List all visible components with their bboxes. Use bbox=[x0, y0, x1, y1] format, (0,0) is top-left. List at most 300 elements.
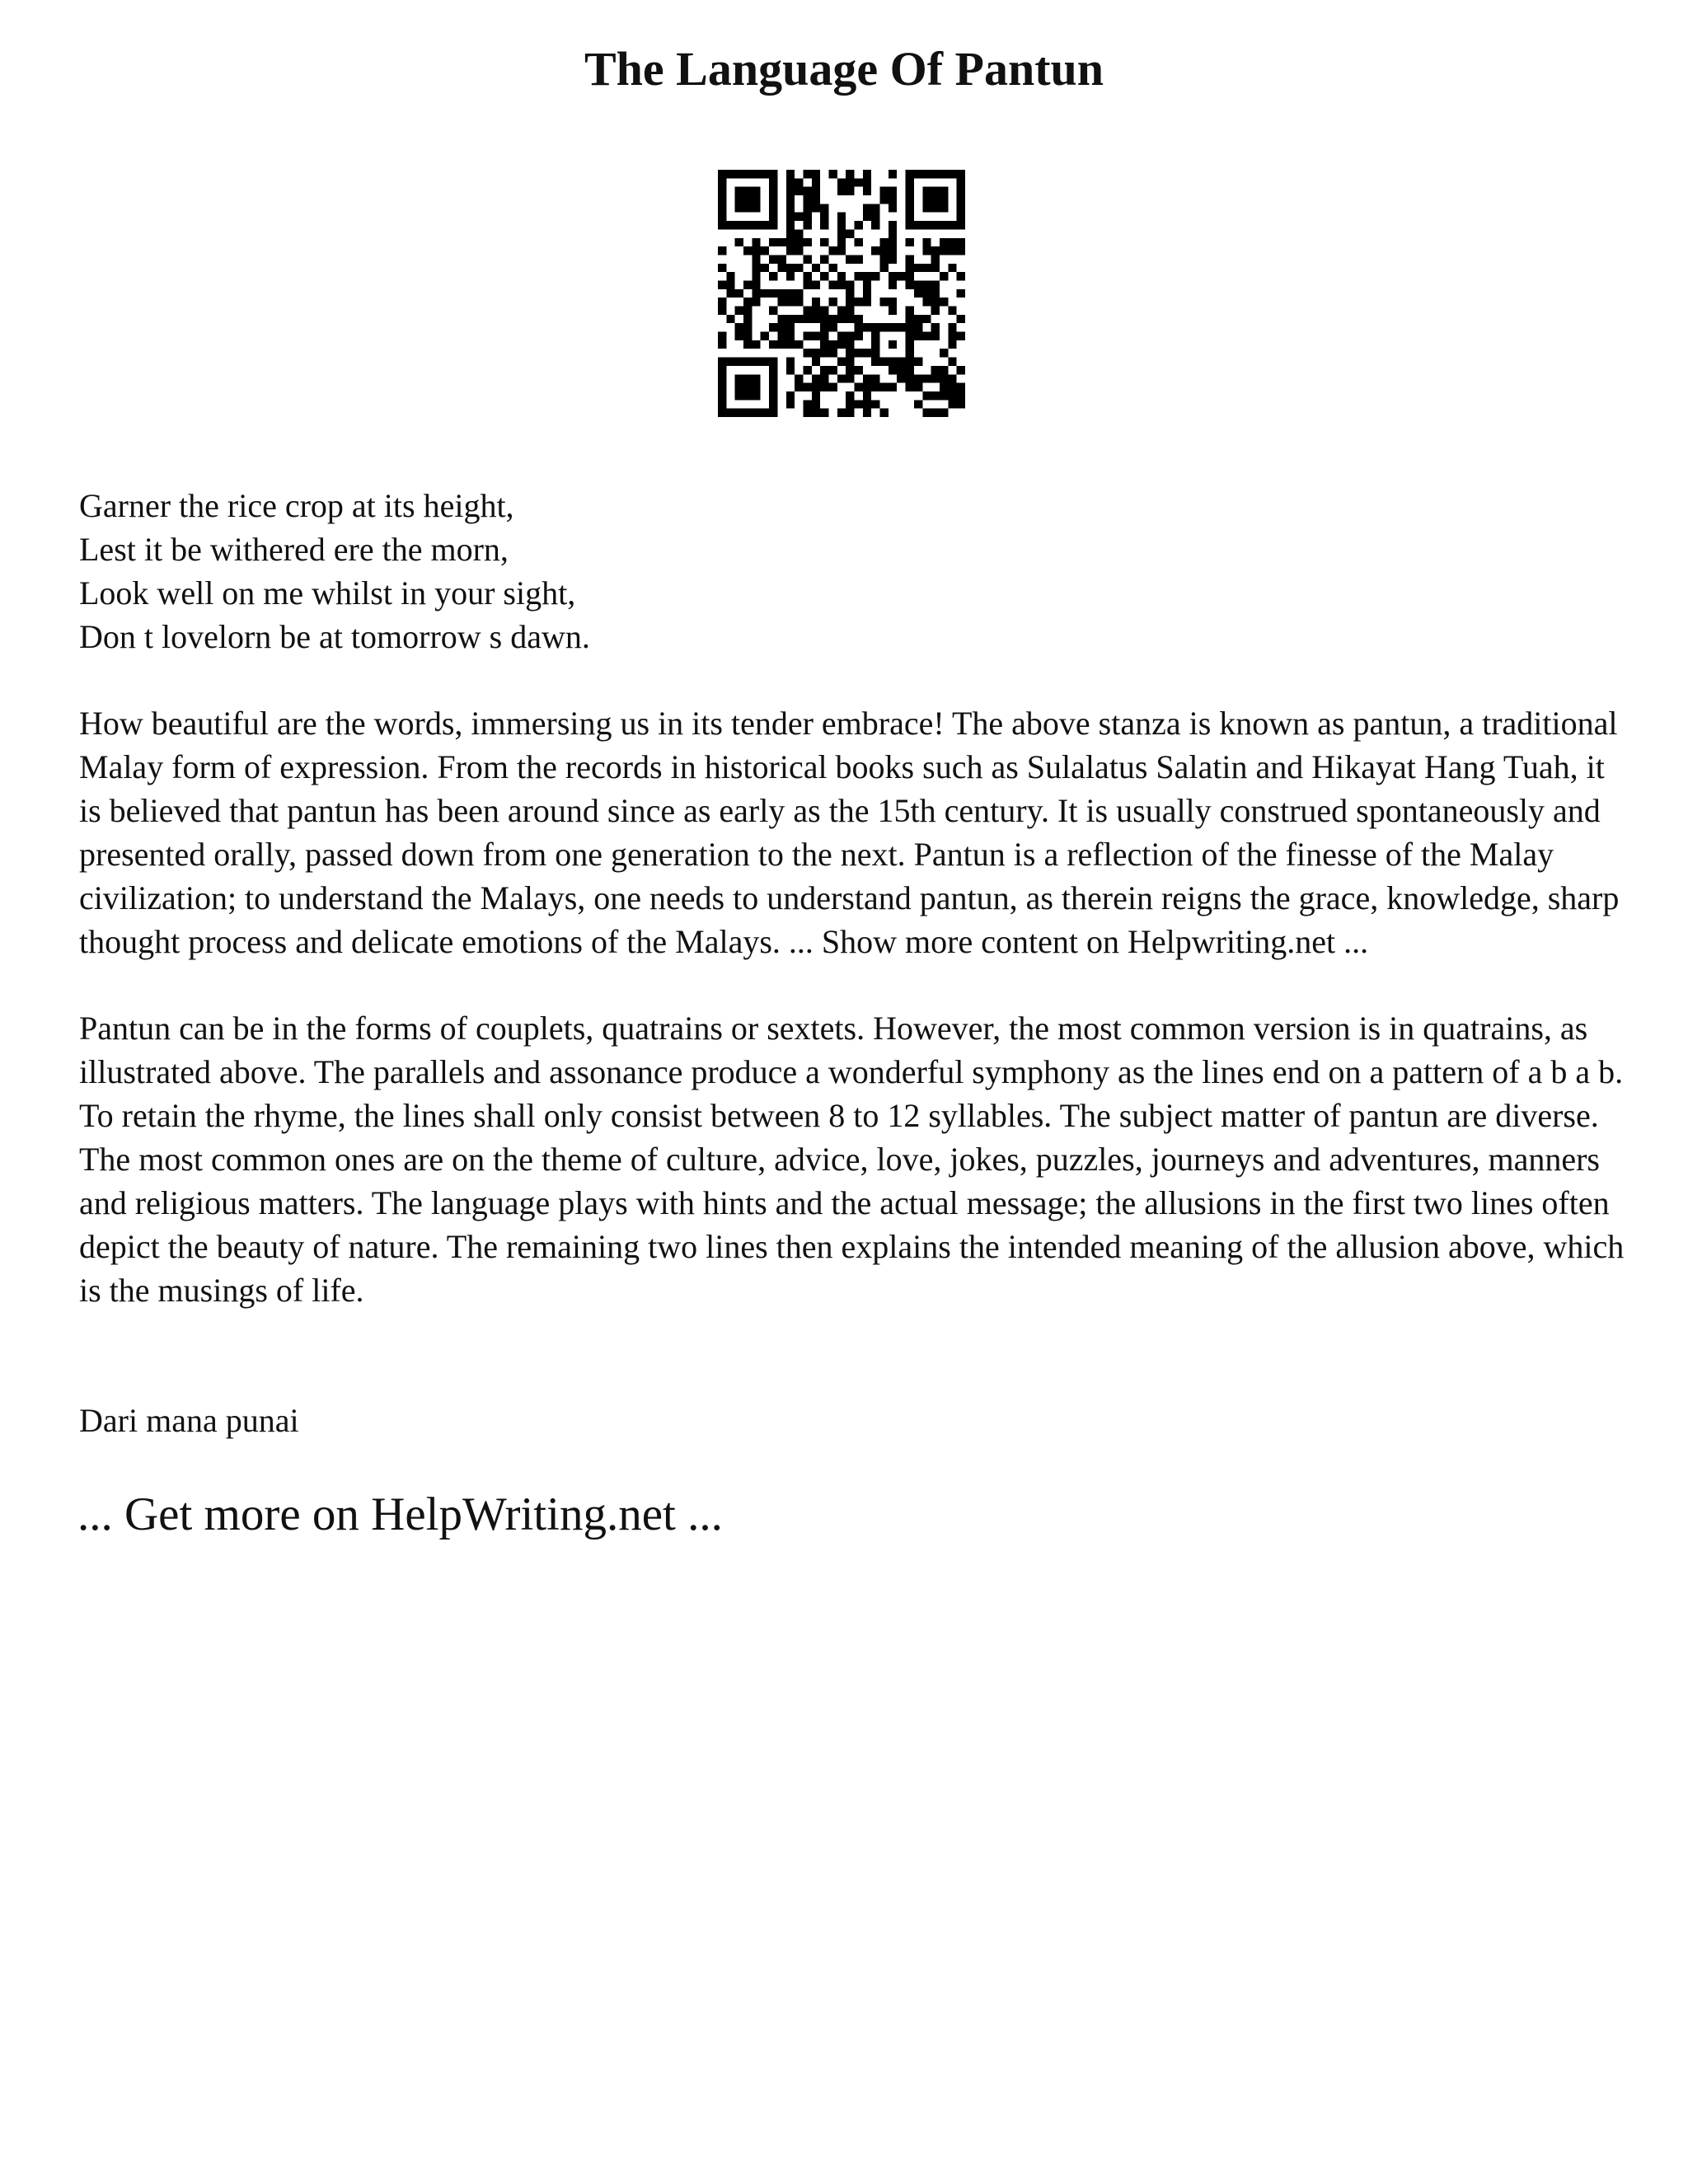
qr-module bbox=[957, 383, 965, 391]
qr-module bbox=[889, 170, 897, 178]
qr-module bbox=[914, 332, 922, 340]
qr-module bbox=[812, 391, 820, 400]
qr-module bbox=[906, 349, 914, 357]
qr-module bbox=[889, 280, 897, 288]
qr-module bbox=[777, 264, 785, 272]
qr-module bbox=[889, 238, 897, 246]
qr-module bbox=[761, 221, 769, 229]
qr-module bbox=[889, 229, 897, 237]
qr-module bbox=[726, 280, 734, 288]
qr-module bbox=[812, 178, 820, 186]
qr-module bbox=[922, 195, 931, 204]
qr-module bbox=[863, 272, 871, 280]
qr-module bbox=[735, 238, 743, 246]
qr-module bbox=[906, 213, 914, 221]
qr-module bbox=[769, 221, 777, 229]
qr-module bbox=[855, 255, 863, 263]
qr-module bbox=[940, 409, 948, 417]
qr-module bbox=[820, 323, 828, 331]
qr-module bbox=[957, 315, 965, 323]
qr-module bbox=[948, 323, 956, 331]
qr-module bbox=[931, 298, 940, 306]
qr-module bbox=[828, 383, 837, 391]
qr-module bbox=[948, 332, 956, 340]
qr-module bbox=[803, 349, 811, 357]
qr-module bbox=[752, 340, 760, 349]
qr-module bbox=[863, 383, 871, 391]
qr-module bbox=[828, 170, 837, 178]
qr-module bbox=[846, 187, 854, 195]
qr-module bbox=[820, 272, 828, 280]
qr-module bbox=[752, 298, 760, 306]
qr-module bbox=[820, 349, 828, 357]
qr-module bbox=[743, 221, 752, 229]
qr-module bbox=[846, 409, 854, 417]
qr-module bbox=[846, 229, 854, 237]
qr-module bbox=[803, 255, 811, 263]
qr-module bbox=[786, 238, 795, 246]
qr-module bbox=[846, 358, 854, 366]
qr-module bbox=[812, 195, 820, 204]
qr-module bbox=[922, 264, 931, 272]
qr-module bbox=[820, 307, 828, 315]
qr-module bbox=[786, 315, 795, 323]
qr-module bbox=[820, 238, 828, 246]
qr-module bbox=[957, 195, 965, 204]
qr-module bbox=[906, 264, 914, 272]
qr-module bbox=[769, 238, 777, 246]
qr-module bbox=[786, 170, 795, 178]
qr-module bbox=[897, 374, 905, 382]
qr-module bbox=[931, 264, 940, 272]
qr-module bbox=[855, 323, 863, 331]
get-more-link[interactable]: ... Get more on HelpWriting.net ... bbox=[77, 1488, 723, 1540]
qr-module bbox=[922, 238, 931, 246]
qr-module bbox=[812, 187, 820, 195]
qr-module bbox=[769, 170, 777, 178]
qr-module bbox=[940, 366, 948, 374]
qr-module bbox=[957, 238, 965, 246]
qr-module bbox=[795, 246, 803, 255]
qr-module bbox=[803, 187, 811, 195]
qr-module bbox=[777, 332, 785, 340]
qr-module bbox=[940, 204, 948, 212]
qr-module bbox=[812, 349, 820, 357]
qr-module bbox=[914, 400, 922, 408]
qr-module bbox=[718, 178, 726, 186]
qr-module bbox=[718, 170, 726, 178]
qr-module bbox=[769, 358, 777, 366]
qr-module bbox=[769, 272, 777, 280]
qr-module bbox=[957, 289, 965, 298]
qr-module bbox=[906, 255, 914, 263]
qr-module bbox=[718, 307, 726, 315]
qr-module bbox=[820, 221, 828, 229]
qr-module bbox=[855, 366, 863, 374]
qr-module bbox=[769, 383, 777, 391]
qr-module bbox=[906, 178, 914, 186]
qr-module bbox=[906, 323, 914, 331]
qr-module bbox=[931, 323, 940, 331]
qr-module bbox=[906, 195, 914, 204]
qr-module bbox=[795, 289, 803, 298]
qr-module bbox=[863, 187, 871, 195]
qr-module bbox=[752, 221, 760, 229]
qr-module bbox=[931, 195, 940, 204]
qr-module bbox=[726, 289, 734, 298]
qr-module bbox=[769, 213, 777, 221]
qr-module bbox=[922, 298, 931, 306]
page-title: The Language Of Pantun bbox=[584, 42, 1104, 96]
qr-module bbox=[786, 400, 795, 408]
qr-module bbox=[880, 246, 889, 255]
qr-module bbox=[863, 400, 871, 408]
qr-module bbox=[803, 366, 811, 374]
qr-module bbox=[931, 187, 940, 195]
qr-module bbox=[820, 374, 828, 382]
qr-module bbox=[846, 366, 854, 374]
qr-module bbox=[914, 280, 922, 288]
qr-module bbox=[803, 170, 811, 178]
qr-module bbox=[871, 204, 879, 212]
qr-module bbox=[812, 358, 820, 366]
qr-module bbox=[957, 204, 965, 212]
qr-module bbox=[820, 332, 828, 340]
qr-module bbox=[769, 340, 777, 349]
qr-module bbox=[957, 246, 965, 255]
qr-module bbox=[812, 383, 820, 391]
qr-module bbox=[752, 195, 760, 204]
qr-module bbox=[940, 238, 948, 246]
qr-module bbox=[940, 349, 948, 357]
qr-module bbox=[718, 409, 726, 417]
qr-module bbox=[897, 323, 905, 331]
qr-module bbox=[940, 246, 948, 255]
qr-module bbox=[828, 264, 837, 272]
qr-module bbox=[743, 246, 752, 255]
qr-module bbox=[812, 298, 820, 306]
qr-module bbox=[871, 349, 879, 357]
qr-module bbox=[931, 332, 940, 340]
qr-module bbox=[828, 340, 837, 349]
qr-module bbox=[812, 409, 820, 417]
qr-module bbox=[957, 170, 965, 178]
qr-module bbox=[897, 366, 905, 374]
qr-module bbox=[752, 246, 760, 255]
qr-module bbox=[846, 349, 854, 357]
qr-module bbox=[931, 289, 940, 298]
qr-module bbox=[889, 255, 897, 263]
qr-module bbox=[837, 246, 846, 255]
qr-module bbox=[871, 374, 879, 382]
qr-module bbox=[726, 272, 734, 280]
qr-module bbox=[931, 255, 940, 263]
qr-module bbox=[871, 221, 879, 229]
qr-module bbox=[795, 238, 803, 246]
qr-module bbox=[931, 280, 940, 288]
qr-module bbox=[718, 366, 726, 374]
qr-module bbox=[906, 307, 914, 315]
qr-module bbox=[948, 264, 956, 272]
qr-module bbox=[828, 366, 837, 374]
qr-module bbox=[906, 221, 914, 229]
qr-module bbox=[735, 391, 743, 400]
qr-module bbox=[761, 246, 769, 255]
qr-module bbox=[871, 358, 879, 366]
qr-module bbox=[812, 170, 820, 178]
qr-module bbox=[906, 204, 914, 212]
qr-module bbox=[743, 195, 752, 204]
qr-module bbox=[803, 272, 811, 280]
qr-module bbox=[897, 272, 905, 280]
qr-module bbox=[752, 187, 760, 195]
qr-module bbox=[735, 358, 743, 366]
qr-module bbox=[906, 366, 914, 374]
qr-module bbox=[718, 246, 726, 255]
qr-module bbox=[795, 374, 803, 382]
qr-module bbox=[743, 307, 752, 315]
qr-module bbox=[957, 187, 965, 195]
qr-module bbox=[889, 195, 897, 204]
qr-module bbox=[880, 323, 889, 331]
qr-module bbox=[880, 195, 889, 204]
qr-module bbox=[863, 409, 871, 417]
qr-module bbox=[795, 229, 803, 237]
qr-module bbox=[726, 409, 734, 417]
qr-module bbox=[820, 409, 828, 417]
qr-module bbox=[863, 349, 871, 357]
poem-line: Garner the rice crop at its height, bbox=[79, 487, 514, 524]
qr-module bbox=[922, 170, 931, 178]
qr-module bbox=[803, 213, 811, 221]
qr-module bbox=[786, 272, 795, 280]
poem-stanza bbox=[79, 484, 1629, 658]
qr-module bbox=[846, 332, 854, 340]
qr-module bbox=[889, 366, 897, 374]
qr-module bbox=[871, 340, 879, 349]
qr-module bbox=[889, 298, 897, 306]
qr-module bbox=[906, 383, 914, 391]
qr-module bbox=[846, 400, 854, 408]
qr-module bbox=[743, 340, 752, 349]
qr-module bbox=[906, 374, 914, 382]
qr-module bbox=[889, 323, 897, 331]
paragraph-forms: Pantun can be in the forms of couplets, quatrains or sextets. However, the most common version is in quatrains, as illustrated above. The parallels and assonance produce a wonderful symphony as the lines end on a pattern of a b a b. To retain the rhyme, the lines shall only consist between 8 to 12 syllables. The subject matter of pantun are diverse. The most common ones are on the theme of culture, advice, love, jokes, puzzles, journeys and adventures, manners and religious matters. The language plays with hints and the actual message; the allusions in the first two lines often depict the beauty of nature. The remaining two lines then explains the intended meaning of the allusion above, which is the musings of life. bbox=[79, 1010, 1625, 1309]
qr-module bbox=[735, 332, 743, 340]
qr-module bbox=[803, 221, 811, 229]
qr-module bbox=[897, 358, 905, 366]
qr-module bbox=[786, 289, 795, 298]
qr-module bbox=[803, 204, 811, 212]
qr-module bbox=[837, 374, 846, 382]
qr-module bbox=[957, 400, 965, 408]
qr-module bbox=[761, 409, 769, 417]
qr-module bbox=[777, 289, 785, 298]
qr-module bbox=[922, 187, 931, 195]
qr-module bbox=[718, 280, 726, 288]
qr-module bbox=[931, 391, 940, 400]
qr-module bbox=[718, 340, 726, 349]
qr-module bbox=[914, 315, 922, 323]
qr-module bbox=[846, 178, 854, 186]
qr-module bbox=[922, 246, 931, 255]
qr-module bbox=[846, 170, 854, 178]
qr-module bbox=[812, 307, 820, 315]
qr-module bbox=[914, 323, 922, 331]
qr-module bbox=[940, 391, 948, 400]
qr-module bbox=[735, 195, 743, 204]
qr-module bbox=[820, 204, 828, 212]
qr-module bbox=[718, 383, 726, 391]
qr-module bbox=[837, 178, 846, 186]
qr-module bbox=[803, 307, 811, 315]
qr-module bbox=[846, 307, 854, 315]
qr-module bbox=[718, 332, 726, 340]
qr-module bbox=[820, 315, 828, 323]
qr-module bbox=[948, 358, 956, 366]
qr-module bbox=[769, 409, 777, 417]
qr-module bbox=[752, 391, 760, 400]
qr-module bbox=[752, 255, 760, 263]
qr-module bbox=[863, 298, 871, 306]
qr-module bbox=[931, 307, 940, 315]
qr-module bbox=[889, 272, 897, 280]
qr-module bbox=[837, 280, 846, 288]
qr-module bbox=[846, 374, 854, 382]
qr-module bbox=[863, 323, 871, 331]
qr-module bbox=[863, 391, 871, 400]
qr-module bbox=[914, 383, 922, 391]
qr-module bbox=[855, 272, 863, 280]
qr-module bbox=[718, 358, 726, 366]
qr-module bbox=[931, 366, 940, 374]
qr-module bbox=[863, 204, 871, 212]
qr-module bbox=[718, 213, 726, 221]
qr-module bbox=[786, 204, 795, 212]
qr-module bbox=[777, 340, 785, 349]
qr-code-icon bbox=[718, 170, 965, 417]
qr-module bbox=[855, 178, 863, 186]
qr-module bbox=[957, 366, 965, 374]
qr-module bbox=[922, 409, 931, 417]
qr-module bbox=[752, 409, 760, 417]
qr-module bbox=[931, 246, 940, 255]
qr-module bbox=[931, 409, 940, 417]
qr-module bbox=[889, 187, 897, 195]
qr-module bbox=[743, 315, 752, 323]
qr-module bbox=[743, 323, 752, 331]
qr-module bbox=[889, 246, 897, 255]
qr-module bbox=[914, 358, 922, 366]
qr-module bbox=[914, 221, 922, 229]
qr-module bbox=[837, 221, 846, 229]
qr-module bbox=[718, 264, 726, 272]
qr-module bbox=[743, 280, 752, 288]
qr-module bbox=[837, 315, 846, 323]
qr-module bbox=[880, 298, 889, 306]
qr-module bbox=[863, 213, 871, 221]
qr-module bbox=[726, 315, 734, 323]
qr-module bbox=[735, 221, 743, 229]
qr-module bbox=[812, 374, 820, 382]
qr-module bbox=[752, 280, 760, 288]
qr-module bbox=[735, 307, 743, 315]
qr-module bbox=[803, 383, 811, 391]
qr-module bbox=[820, 255, 828, 263]
poem-line: Look well on me whilst in your sight, bbox=[79, 574, 576, 612]
qr-module bbox=[786, 264, 795, 272]
qr-module bbox=[743, 170, 752, 178]
qr-module bbox=[837, 332, 846, 340]
qr-module bbox=[846, 289, 854, 298]
qr-module bbox=[786, 358, 795, 366]
qr-module bbox=[863, 170, 871, 178]
qr-module bbox=[914, 374, 922, 382]
qr-module bbox=[855, 332, 863, 340]
qr-module bbox=[752, 204, 760, 212]
qr-module bbox=[871, 323, 879, 331]
qr-module bbox=[820, 383, 828, 391]
qr-module bbox=[752, 272, 760, 280]
qr-module bbox=[871, 383, 879, 391]
qr-module bbox=[752, 358, 760, 366]
qr-module bbox=[846, 391, 854, 400]
qr-module bbox=[743, 383, 752, 391]
qr-module bbox=[906, 332, 914, 340]
qr-module bbox=[880, 358, 889, 366]
qr-module bbox=[743, 374, 752, 382]
qr-module bbox=[948, 221, 956, 229]
qr-module bbox=[940, 298, 948, 306]
qr-module bbox=[786, 178, 795, 186]
qr-module bbox=[846, 340, 854, 349]
qr-module bbox=[777, 323, 785, 331]
qr-module bbox=[940, 170, 948, 178]
qr-module bbox=[837, 229, 846, 237]
qr-module bbox=[948, 340, 956, 349]
qr-module bbox=[786, 332, 795, 340]
qr-module bbox=[777, 298, 785, 306]
qr-module bbox=[769, 289, 777, 298]
qr-module bbox=[812, 264, 820, 272]
qr-module bbox=[906, 315, 914, 323]
qr-module bbox=[795, 178, 803, 186]
paragraph-intro: How beautiful are the words, immersing us in its tender embrace! The above stanza is known as pantun, a traditional Malay form of expression. From the records in historical books such as Sulalatus Salatin and Hikayat Hang Tuah, it is believed that pantun has been around since as early as the 15th century. It is usually construed spontaneously and presented orally, passed down from one generation to the next. Pantun is a reflection of the finesse of the Malay civilization; to understand the Malays, one needs to understand pantun, as therein reigns the grace, knowledge, sharp thought process and delicate emotions of the Malays. ... Show more content on Helpwriting.net ... bbox=[79, 705, 1620, 960]
qr-module bbox=[786, 213, 795, 221]
qr-module bbox=[718, 391, 726, 400]
qr-module bbox=[948, 238, 956, 246]
qr-module bbox=[948, 246, 956, 255]
qr-module bbox=[718, 221, 726, 229]
qr-module bbox=[837, 358, 846, 366]
qr-module bbox=[914, 264, 922, 272]
qr-module bbox=[769, 307, 777, 315]
qr-module bbox=[769, 374, 777, 382]
qr-module bbox=[777, 255, 785, 263]
qr-module bbox=[761, 170, 769, 178]
qr-module bbox=[718, 204, 726, 212]
qr-module bbox=[828, 280, 837, 288]
qr-module bbox=[948, 391, 956, 400]
qr-module bbox=[922, 374, 931, 382]
qr-module bbox=[940, 221, 948, 229]
qr-module bbox=[846, 298, 854, 306]
qr-module bbox=[880, 264, 889, 272]
qr-module bbox=[786, 391, 795, 400]
qr-module bbox=[957, 332, 965, 340]
qr-module bbox=[871, 332, 879, 340]
qr-module bbox=[837, 213, 846, 221]
